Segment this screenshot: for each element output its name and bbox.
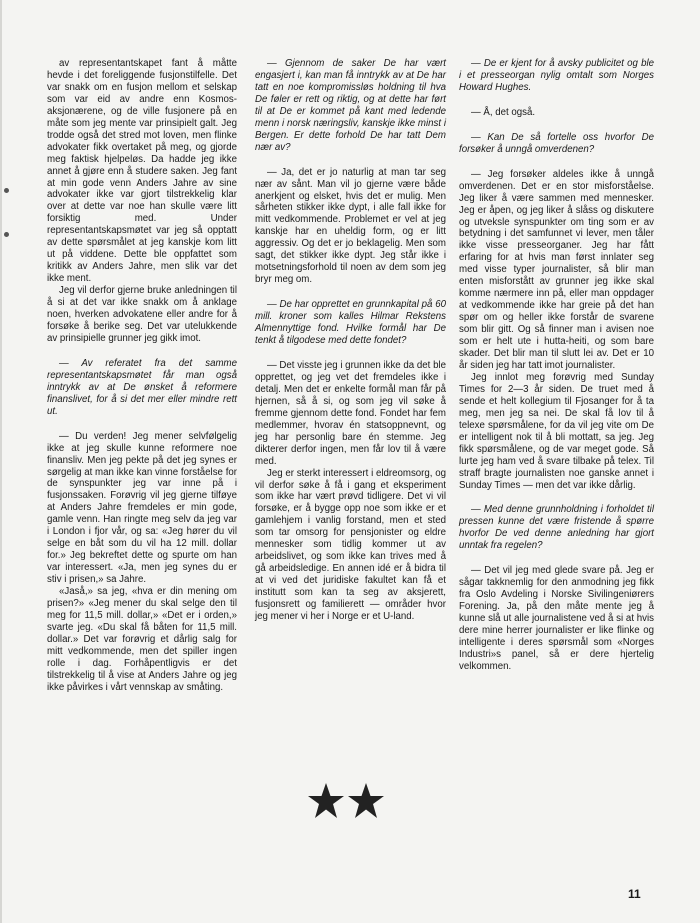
paragraph: — Av referatet fra det samme representantskapsmøtet får man også inntrykk av at De ønsket å reformere finanslivet, for å si det mer eller mindre rett ut.: [47, 357, 237, 417]
paragraph: — Du verden! Jeg mener selvfølgelig ikke at jeg skulle kunne reformere noe finansliv. Men jeg pekte på det jeg synes er sørgelig at man ikke kan vinne forståelse for de synspunkter jeg var inne på i fusjonssaken. Forøvrig vil jeg gjerne tilføye at Anders Jahre fremdeles er min gode, gamle venn. Han ringte meg selv da jeg var i London i fjor vår, og sa: «Jeg hører du vil selge en båt som du vil ha 12 mill. dollar for.» Jeg bekreftet dette og spurte om han var interessert. «Ja, men jeg synes du er stiv i prisen,» sa Jahre.: [47, 430, 237, 586]
star-icon: [348, 783, 384, 818]
page-number: 11: [628, 887, 641, 901]
paragraph: «Jaså,» sa jeg, «hva er din mening om prisen?» «Jeg mener du skal selge den til meg for 11,5 mill. dollar,» «Det er i orden,» svarte jeg. «Du skal få båten for 11,5 mill. dollar.» Det var forøvrig et dårlig salg for mitt vedkommende, men det spiller ingen rolle i dag. Forhåpentligvis er det tilstrekkelig til å vise at Anders Jahre og jeg ikke påvirkes i vårt vennskap av småting.: [47, 586, 237, 693]
paragraph: — Det visste jeg i grunnen ikke da det ble opprettet, og jeg vet det fremdeles ikke i detalj. Men det er enkelte formål man får på hjernen, så å si, og som jeg vil søke å fremme gjennom dette fond. Fondet har fem medlemmer, hvorav én statsoppnevnt, og jeg har personlig bare én stemme. Jeg dikterer derfor ingen, men får lov til å være med.: [255, 359, 446, 467]
paragraph: — De har opprettet en grunnkapital på 60 mill. kroner som kalles Hilmar Rekstens Almennyttige fond. Hvilke formål har De tenkt å tilgodese med dette fondet?: [255, 299, 446, 347]
paragraph: — Gjennom de saker De har vært engasjert i, kan man få inntrykk av at De har tatt en noe kompromissløs holdning til hva De føler er rett og riktig, og at dette har ført til at De er kommet på kant med ledende menn i norsk næringsliv, kanskje ikke minst i Bergen. Er dette forhold De har tatt Dem nær av?: [255, 58, 446, 153]
paragraph: Jeg er sterkt interessert i eldreomsorg, og vil derfor søke å få i gang et eksperiment som ikke har vært prøvd tidligere. Det vi vil forsøke, er å bygge opp noe som ikke er et gamlehjem i vanlig forstand, men et sted som tar omsorg for pensjonister og eldre mennesker som tidlig kommer ut av arbeidslivet, og som ikke kan trives med å gå arbeidsledige. En annen idé er å bidra til at vi ved det juridiske fakultet kan få et institutt som kan ta seg av aksjerett, fusjonsrett og familierett — områder hvor jeg mener vi her i Norge er et U-land.: [255, 467, 446, 622]
two-black-stars-icon: [306, 781, 388, 821]
article-column-3: [459, 58, 654, 686]
paragraph: — Med denne grunnholdning i forholdet til pressen kunne det være fristende å spørre hvorfor De ved denne anledning har gjort unntak fra regelen?: [459, 504, 654, 552]
article-column-2: [255, 58, 446, 636]
paragraph: — Kan De så fortelle oss hvorfor De forsøker å unngå omverdenen?: [459, 131, 654, 155]
paragraph: — De er kjent for å avsky publicitet og ble i et presseorgan nylig omtalt som Norges Howard Hughes.: [459, 58, 654, 93]
paragraph: Jeg vil derfor gjerne bruke anledningen til å si at det var ikke snakk om å anklage noen, hverken advokatene eller andre for å forsøke å berike seg. Det var utelukkende av prinsipielle grunner jeg gikk imot.: [47, 285, 237, 344]
paragraph: — Å, det også.: [471, 106, 536, 118]
paragraph: — Ja, det er jo naturlig at man tar seg nær av sånt. Man vil jo gjerne være både anerkjent og elsket, hvis det er mulig. Men sårheten stikker ikke dypt, i alle fall ikke for mitt vedkommende. Problemet er vel at jeg kanskje har en uheldig form, og er litt aggressiv. Og det er jo beklagelig. Men som sagt, det stikker ikke dypt. Jeg står ikke i motsetningsforhold til noen av dem som jeg bryr meg om.: [255, 166, 446, 286]
margin-punch-mark: [4, 188, 9, 193]
star-icon: [308, 783, 344, 818]
article-column-1: [47, 58, 237, 707]
paragraph: — Jeg forsøker aldeles ikke å unngå omverdenen. Det er en stor misforståelse. Jeg liker å være sammen med mennesker. Jeg er åpen, og jeg liker å slåss og diskutere og utveksle synspunkter om ting som er av betydning i det samfunnet vi lever, men tåler ikke visse presseorganer. Jeg har fått erfaring for at hvis man først innlater seg med visse typer journalister, så blir man enten misforstått av grunner jeg ikke skal komme nærmere inn på, eller man oppdager at vedkommende ikke har greie på det han spør om og heller ikke forstår de svarene som blir gitt. Og så finner man i avisen noe som er helt ute i hutta-heiti, og som bare skader. Det blir man til slutt lei av. Det er 10 år siden jeg har tatt imot journalister.: [459, 168, 654, 371]
paragraph: Jeg innlot meg forøvrig med Sunday Times for 2—3 år siden. De truet med å sende et helt kollegium til Fjosanger for å ta meg, men jeg sa nei. De skal få lov til å telexe spørsmålene, for da vil jeg vite om De er intelligent nok til å bli mottatt, sa jeg. Jeg fikk spørsmålene, og de var meget gode. Så lurte jeg ham ved å svare tilbake på telex. Til straff bragte journalisten noe ganske annet i Sunday Times — men det var ikke dårlig.: [459, 371, 654, 491]
margin-punch-mark: [4, 232, 9, 237]
paragraph: — Det vil jeg med glede svare på. Jeg er sågar takknemlig for den anmodning jeg fikk fra Oslo Avdeling i Norske Sivilingeniørers Forening. Ja, på den måte mente jeg å kunne slå ut alle journalistene ved å si at hvis dere mine herrer journalister er like flinke og intelligente i deres spørsmål som «Norges Industri»s panel, så er dere hjertelig velkommen.: [459, 565, 654, 672]
paragraph: av representantskapet fant å måtte hevde i det foreliggende fusjonstilfelle. Det var snakk om en fusjon mellom et selskap som var eid av andre enn Kosmos-aksjonærene, og de ville fusjonere på en måte som jeg mente var prinsipielt galt. Jeg trodde også det stred mot loven, men flinke advokater fikk overtaket på meg, og gjorde meg faktisk hjelpeløs. Da hadde jeg ikke annet å gjøre enn å studere saken. Jeg fant at min gode venn Anders Jahre av sine advokater ikke var gjort tilstrekkelig klar over at dette var noe han skulle være litt forsiktig med. Under representantskapsmøtet var jeg så opptatt av dette spørsmålet at jeg kanskje kom litt ut på viddene. Dette ble oppfattet som kritikk av Anders Jahre, men slik var det ikke ment.: [47, 58, 237, 285]
